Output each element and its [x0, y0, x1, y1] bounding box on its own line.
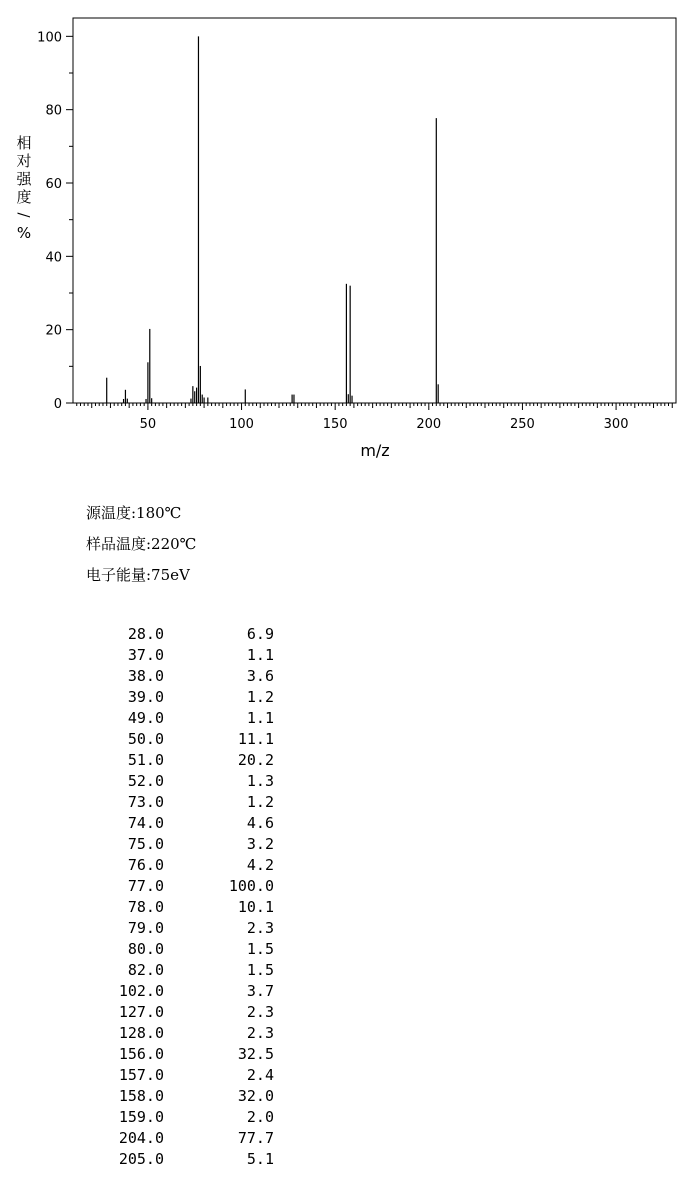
peak-intensity: 5.1	[246, 1150, 274, 1168]
peak-mz: 156.0	[118, 1045, 164, 1063]
peak-mz: 159.0	[118, 1108, 164, 1126]
plot-frame	[73, 18, 676, 403]
peak-mz: 204.0	[118, 1129, 164, 1147]
peak-intensity: 1.5	[246, 940, 274, 958]
peak-intensity: 10.1	[237, 898, 274, 916]
peak-table-row	[0, 1128, 687, 1149]
peak-mz: 157.0	[118, 1066, 164, 1084]
peak-table-row	[0, 666, 687, 687]
x-tick-label: 50	[139, 417, 157, 432]
x-tick-label: 150	[322, 417, 348, 432]
peak-intensity: 1.3	[246, 772, 274, 790]
peak-table-row	[0, 624, 687, 645]
peak-table-row	[0, 1107, 687, 1128]
peak-intensity: 1.1	[246, 646, 274, 664]
peak-mz: 128.0	[118, 1024, 164, 1042]
mass-spectrum-chart	[0, 0, 687, 470]
peak-intensity: 20.2	[237, 751, 274, 769]
peak-mz: 80.0	[127, 940, 164, 958]
peak-table-row	[0, 918, 687, 939]
peak-intensity: 100.0	[228, 877, 274, 895]
peak-table-row	[0, 897, 687, 918]
peak-bars	[107, 36, 438, 403]
peak-table-row	[0, 1044, 687, 1065]
y-axis-label-char: 相	[16, 134, 32, 152]
y-axis-label-char: %	[16, 224, 32, 242]
peak-intensity: 4.6	[246, 814, 274, 832]
peak-mz: 127.0	[118, 1003, 164, 1021]
peak-intensity: 2.3	[246, 919, 274, 937]
y-axis-label-char: 度	[16, 188, 32, 206]
x-tick-label: 100	[229, 417, 254, 432]
y-axis-label	[15, 134, 33, 242]
peak-intensity: 3.6	[246, 667, 274, 685]
peak-table-row	[0, 855, 687, 876]
electron-energy: 电子能量:75eV	[86, 566, 190, 584]
peak-intensity: 32.5	[237, 1045, 274, 1063]
peak-intensity: 11.1	[237, 730, 274, 748]
peak-mz: 37.0	[127, 646, 164, 664]
peak-table-row	[0, 834, 687, 855]
peak-intensity: 1.5	[246, 961, 274, 979]
peak-intensity: 2.0	[246, 1108, 274, 1126]
y-axis-label-char: 对	[16, 152, 32, 170]
peak-intensity: 77.7	[237, 1129, 274, 1147]
peak-mz: 28.0	[127, 625, 164, 643]
peak-table-row	[0, 1002, 687, 1023]
peak-intensity: 3.7	[246, 982, 274, 1000]
peak-intensity: 1.2	[246, 688, 274, 706]
peak-table-row	[0, 771, 687, 792]
peak-mz: 75.0	[127, 835, 164, 853]
peak-table-row	[0, 1149, 687, 1170]
x-tick-label: 200	[416, 417, 442, 432]
x-axis-label: m/z	[360, 441, 390, 460]
peak-table-row	[0, 687, 687, 708]
y-tick-label: 80	[45, 103, 62, 119]
peak-table-row	[0, 792, 687, 813]
peak-table-row	[0, 1023, 687, 1044]
peak-intensity: 1.2	[246, 793, 274, 811]
peak-table	[0, 624, 687, 1170]
y-axis-label-char: /	[15, 212, 33, 218]
peak-table-row	[0, 1086, 687, 1107]
y-tick-label: 40	[45, 250, 62, 266]
peak-table-row	[0, 708, 687, 729]
y-tick-label: 60	[45, 177, 62, 192]
peak-table-row	[0, 939, 687, 960]
peak-mz: 77.0	[127, 877, 164, 895]
sample-temperature: 样品温度:220℃	[86, 535, 197, 553]
peak-mz: 158.0	[118, 1087, 164, 1105]
y-axis-label-char: 强	[16, 170, 32, 188]
peak-mz: 102.0	[118, 982, 164, 1000]
peak-mz: 49.0	[127, 709, 164, 727]
y-tick-label: 0	[53, 397, 62, 412]
peak-table-row	[0, 750, 687, 771]
peak-mz: 205.0	[118, 1150, 164, 1168]
peak-table-row	[0, 813, 687, 834]
peak-intensity: 2.4	[246, 1066, 274, 1084]
peak-mz: 50.0	[127, 730, 164, 748]
peak-mz: 74.0	[127, 814, 164, 832]
axis-ticks	[37, 30, 672, 432]
peak-intensity: 1.1	[246, 709, 274, 727]
peak-mz: 78.0	[127, 898, 164, 916]
peak-mz: 82.0	[127, 961, 164, 979]
peak-mz: 39.0	[127, 688, 164, 706]
x-tick-label: 250	[510, 417, 535, 432]
source-temperature: 源温度:180℃	[86, 504, 182, 522]
y-tick-label: 20	[45, 323, 62, 339]
x-tick-label: 300	[603, 417, 629, 432]
peak-mz: 38.0	[127, 667, 164, 685]
y-tick-label: 100	[37, 30, 62, 46]
peak-table-row	[0, 981, 687, 1002]
peak-mz: 79.0	[127, 919, 164, 937]
peak-intensity: 2.3	[246, 1003, 274, 1021]
peak-mz: 52.0	[127, 772, 164, 790]
peak-mz: 73.0	[127, 793, 164, 811]
peak-intensity: 2.3	[246, 1024, 274, 1042]
peak-table-row	[0, 1065, 687, 1086]
peak-mz: 76.0	[127, 856, 164, 874]
peak-table-row	[0, 876, 687, 897]
peak-intensity: 4.2	[246, 856, 274, 874]
peak-table-row	[0, 729, 687, 750]
peak-intensity: 6.9	[246, 625, 274, 643]
peak-table-row	[0, 960, 687, 981]
peak-mz: 51.0	[127, 751, 164, 769]
peak-intensity: 32.0	[237, 1087, 274, 1105]
peak-table-row	[0, 645, 687, 666]
peak-intensity: 3.2	[246, 835, 274, 853]
